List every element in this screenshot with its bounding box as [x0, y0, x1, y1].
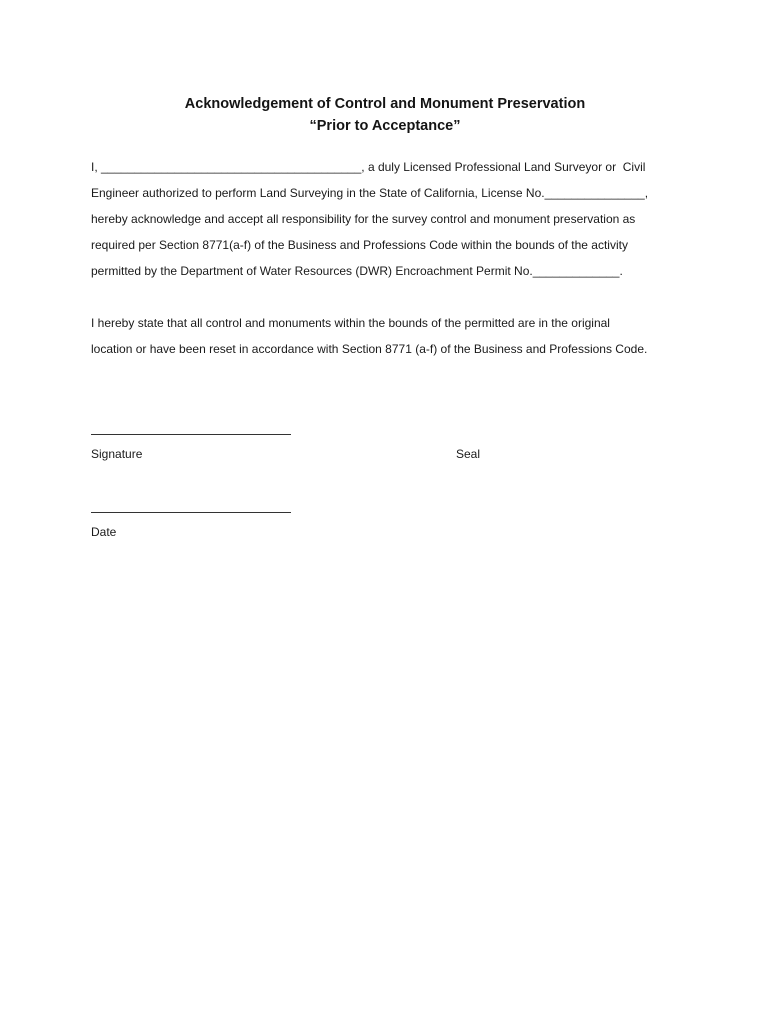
document-title: [0, 93, 770, 137]
title-line-1: Acknowledgement of Control and Monument Preservation: [184, 96, 586, 112]
seal-label: Seal: [456, 447, 481, 461]
acknowledgement-paragraph: [91, 154, 691, 284]
paragraph-line: permitted by the Department of Water Resources (DWR) Encroachment Permit No._____________.: [91, 264, 623, 278]
paragraph-line: Engineer authorized to perform Land Surveying in the State of California, License No._______________,: [91, 186, 649, 200]
statement-paragraph: [91, 310, 691, 362]
title-line-2: “Prior to Acceptance”: [309, 118, 461, 134]
paragraph-line: location or have been reset in accordance with Section 8771 (a-f) of the Business and Professions Code.: [91, 342, 648, 356]
signature-label: Signature: [91, 447, 143, 461]
date-line: [91, 512, 291, 513]
paragraph-line: required per Section 8771(a-f) of the Business and Professions Code within the bounds of the activity: [91, 238, 628, 252]
signature-line: [91, 434, 291, 435]
paragraph-line: hereby acknowledge and accept all responsibility for the survey control and monument preservation as: [91, 212, 636, 226]
paragraph-line: I, _______________________________________, a duly Licensed Professional Land Surveyor or Civil: [91, 160, 646, 174]
date-label: Date: [91, 525, 117, 539]
paragraph-line: I hereby state that all control and monuments within the bounds of the permitted are in the original: [91, 316, 610, 330]
